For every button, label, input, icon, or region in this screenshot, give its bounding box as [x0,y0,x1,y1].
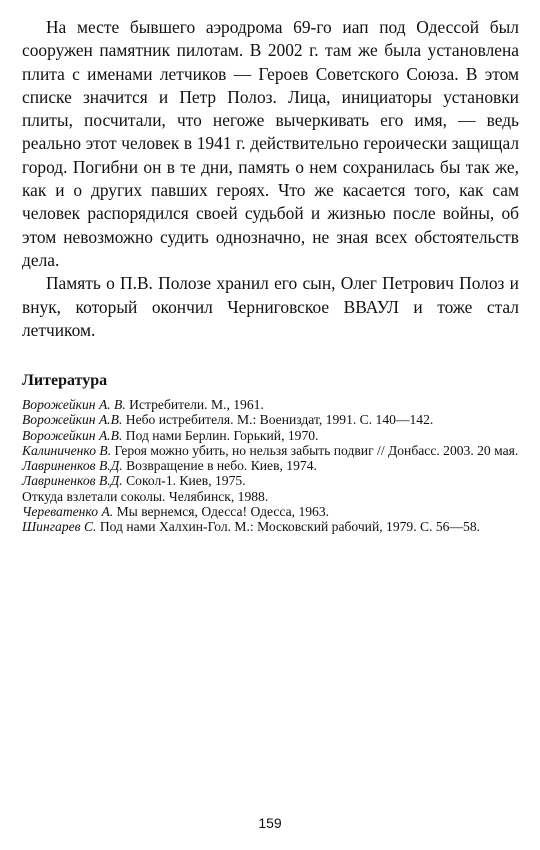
literature-entry [22,428,519,443]
entry-author: Череватенко А. [22,504,114,520]
literature-entry [22,397,519,412]
entry-author: Шингарев С. [22,519,97,535]
entry-author: Ворожейкин А. В. [22,397,126,412]
literature-entry [22,412,519,427]
literature-entry [22,489,519,504]
page-number: 159 [258,815,282,831]
paragraph-memorial: На месте бывшего аэродрома 69-го иап под Одессой был сооружен памятник пилотам. В 2002 г. там же была установлена плита с именами летчиков — Героев Советского Союза. В этом списке значится и Петр Полоз. Лица, инициаторы установки плиты, посчитали, что негоже вычеркивать его имя, — ведь реально этот человек в 1941 г. действительно героически защищал город. Погибни он в те дни, память о нем сохранилась бы так же, как и о других павших героях. Что же касается того, как сам человек распорядился своей судьбой и жизнью после войны, об этом невозможно судить однозначно, не зная всех обстоятельств дела. [22,17,519,270]
entry-author: Лавриненков В.Д. [22,473,123,489]
entry-text: Небо истребителя. М.: Воениздат, 1991. С. 140—142. [122,412,434,428]
entry-text: Сокол-1. Киев, 1975. [122,473,246,489]
entry-text: Возвращение в небо. Киев, 1974. [122,458,317,474]
literature-entry [22,458,519,473]
paragraph-family: Память о П.В. Полозе хранил его сын, Олег Петрович Полоз и внук, который окончил Черниговское ВВАУЛ и тоже стал летчиком. [22,273,519,340]
entry-text: Истребители. М., 1961. [125,397,264,412]
entry-text: Под нами Халхин-Гол. М.: Московский рабочий, 1979. С. 56—58. [96,519,481,535]
entry-author: Калиниченко В. [22,442,112,458]
literature-entry [22,519,519,534]
literature-heading: Литература [22,372,108,389]
literature-entry [22,504,519,519]
entry-author: Ворожейкин А.В. [22,412,123,428]
main-text [22,16,519,342]
entry-text: Под нами Берлин. Горький, 1970. [122,427,319,443]
entry-text: Героя можно убить, но нельзя забыть подвиг // Донбасс. 2003. 20 мая. [111,442,519,458]
literature-entry [22,443,519,458]
entry-author: Лавриненков В.Д. [22,458,123,474]
entry-text: Откуда взлетали соколы. Челябинск, 1988. [22,488,269,504]
entry-author: Ворожейкин А.В. [22,427,123,443]
literature-list [22,397,519,535]
literature-entry [22,473,519,488]
entry-text: Мы вернемся, Одесса! Одесса, 1963. [113,504,330,520]
